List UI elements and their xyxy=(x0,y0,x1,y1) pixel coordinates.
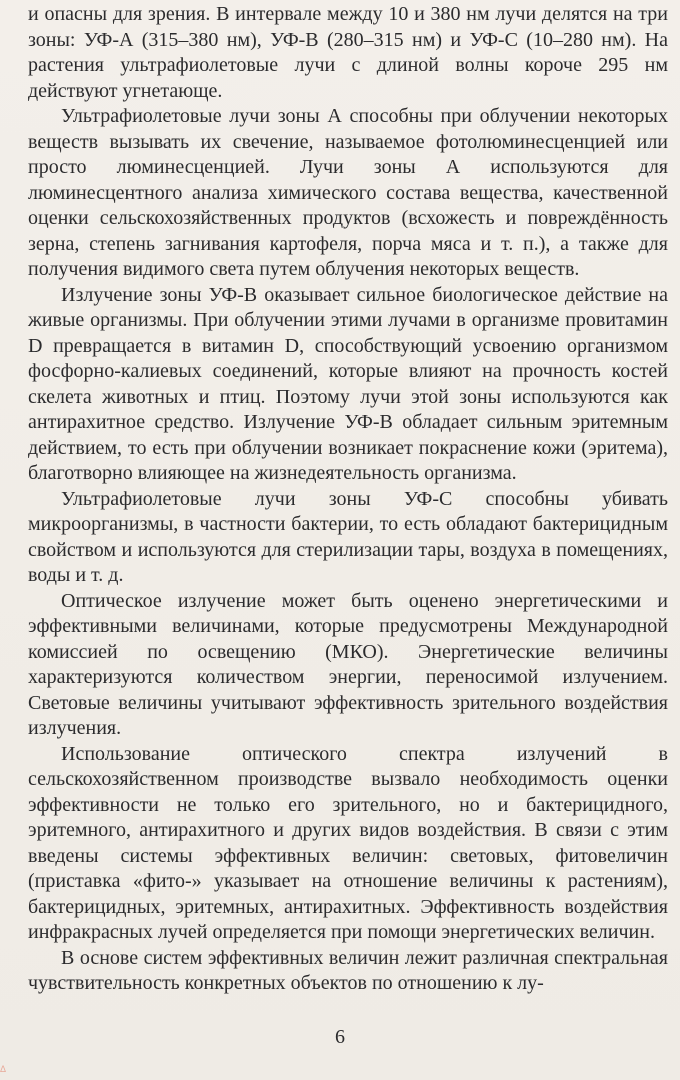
page-number: 6 xyxy=(335,1026,345,1048)
paragraph-spectral-sensitivity: В основе систем эффективных величин лежит различная спектральная чувствительность конкретных объектов по отношению к лу- xyxy=(28,946,668,994)
paragraph-uv-b: Излучение зоны УФ-В оказывает сильное биологическое действие на живые организмы. При облучении этими лучами в организме провитамин D превращается в витамин D, способствующий усвоению организмом фосфорно-калиевых соединений, которые влияют на прочность костей скелета животных и птиц. Поэтому лучи этой зоны используются как антирахитное средство. Излучение УФ-В обладает сильным эритемным действием, то есть при облучении возникает покраснение кожи (эритема), благотворно влияющее на жизнедеятельность организма. xyxy=(28,283,668,484)
paragraph-optical-quantities: Оптическое излучение может быть оценено энергетическими и эффективными величинами, которые предусмотрены Международной комиссией по освещению (МКО). Энергетические величины характеризуются количеством энергии, переносимой излучением. Световые величины учитывают эффективность зрительного воздействия излучения. xyxy=(28,589,668,739)
paragraph-uv-a: Ультрафиолетовые лучи зоны А способны при облучении некоторых веществ вызывать их свечение, называемое фотолюминесценцией или просто люминесценцией. Лучи зоны А используются для люминесцентного анализа химического состава вещества, качественной оценки сельскохозяйственных продуктов (всхожесть и повреждённость зерна, степень загнивания картофеля, порча мяса и т. п.), а также для получения видимого света путем облучения некоторых веществ. xyxy=(28,105,668,280)
paragraph-continuation: и опасны для зрения. В интервале между 10 и 380 нм лучи делятся на три зоны: УФ-А (315–380 нм), УФ-В (280–315 нм) и УФ-С (10–280 нм). На растения ультрафиолетовые лучи с длиной волны короче 295 нм действуют угнетающе. xyxy=(28,3,668,102)
body-text xyxy=(28,2,668,997)
corner-mark: Δ xyxy=(0,1064,7,1074)
paragraph-uv-c: Ультрафиолетовые лучи зоны УФ-С способны убивать микроорганизмы, в частности бактерии, то есть обладают бактерицидным свойством и используются для стерилизации тары, воздуха в помещениях, воды и т. д. xyxy=(28,487,668,586)
paragraph-effective-systems: Использование оптического спектра излучений в сельскохозяйственном производстве вызвало необходимость оценки эффективности не только его зрительного, но и бактерицидного, эритемного, антирахитного и других видов воздействия. В связи с этим введены системы эффективных величин: световых, фитовеличин (приставка «фито-» указывает на отношение величины к растениям), бактерицидных, эритемных, антирахитных. Эффективность воздействия инфракрасных лучей определяется при помощи энергетических величин. xyxy=(28,742,668,943)
